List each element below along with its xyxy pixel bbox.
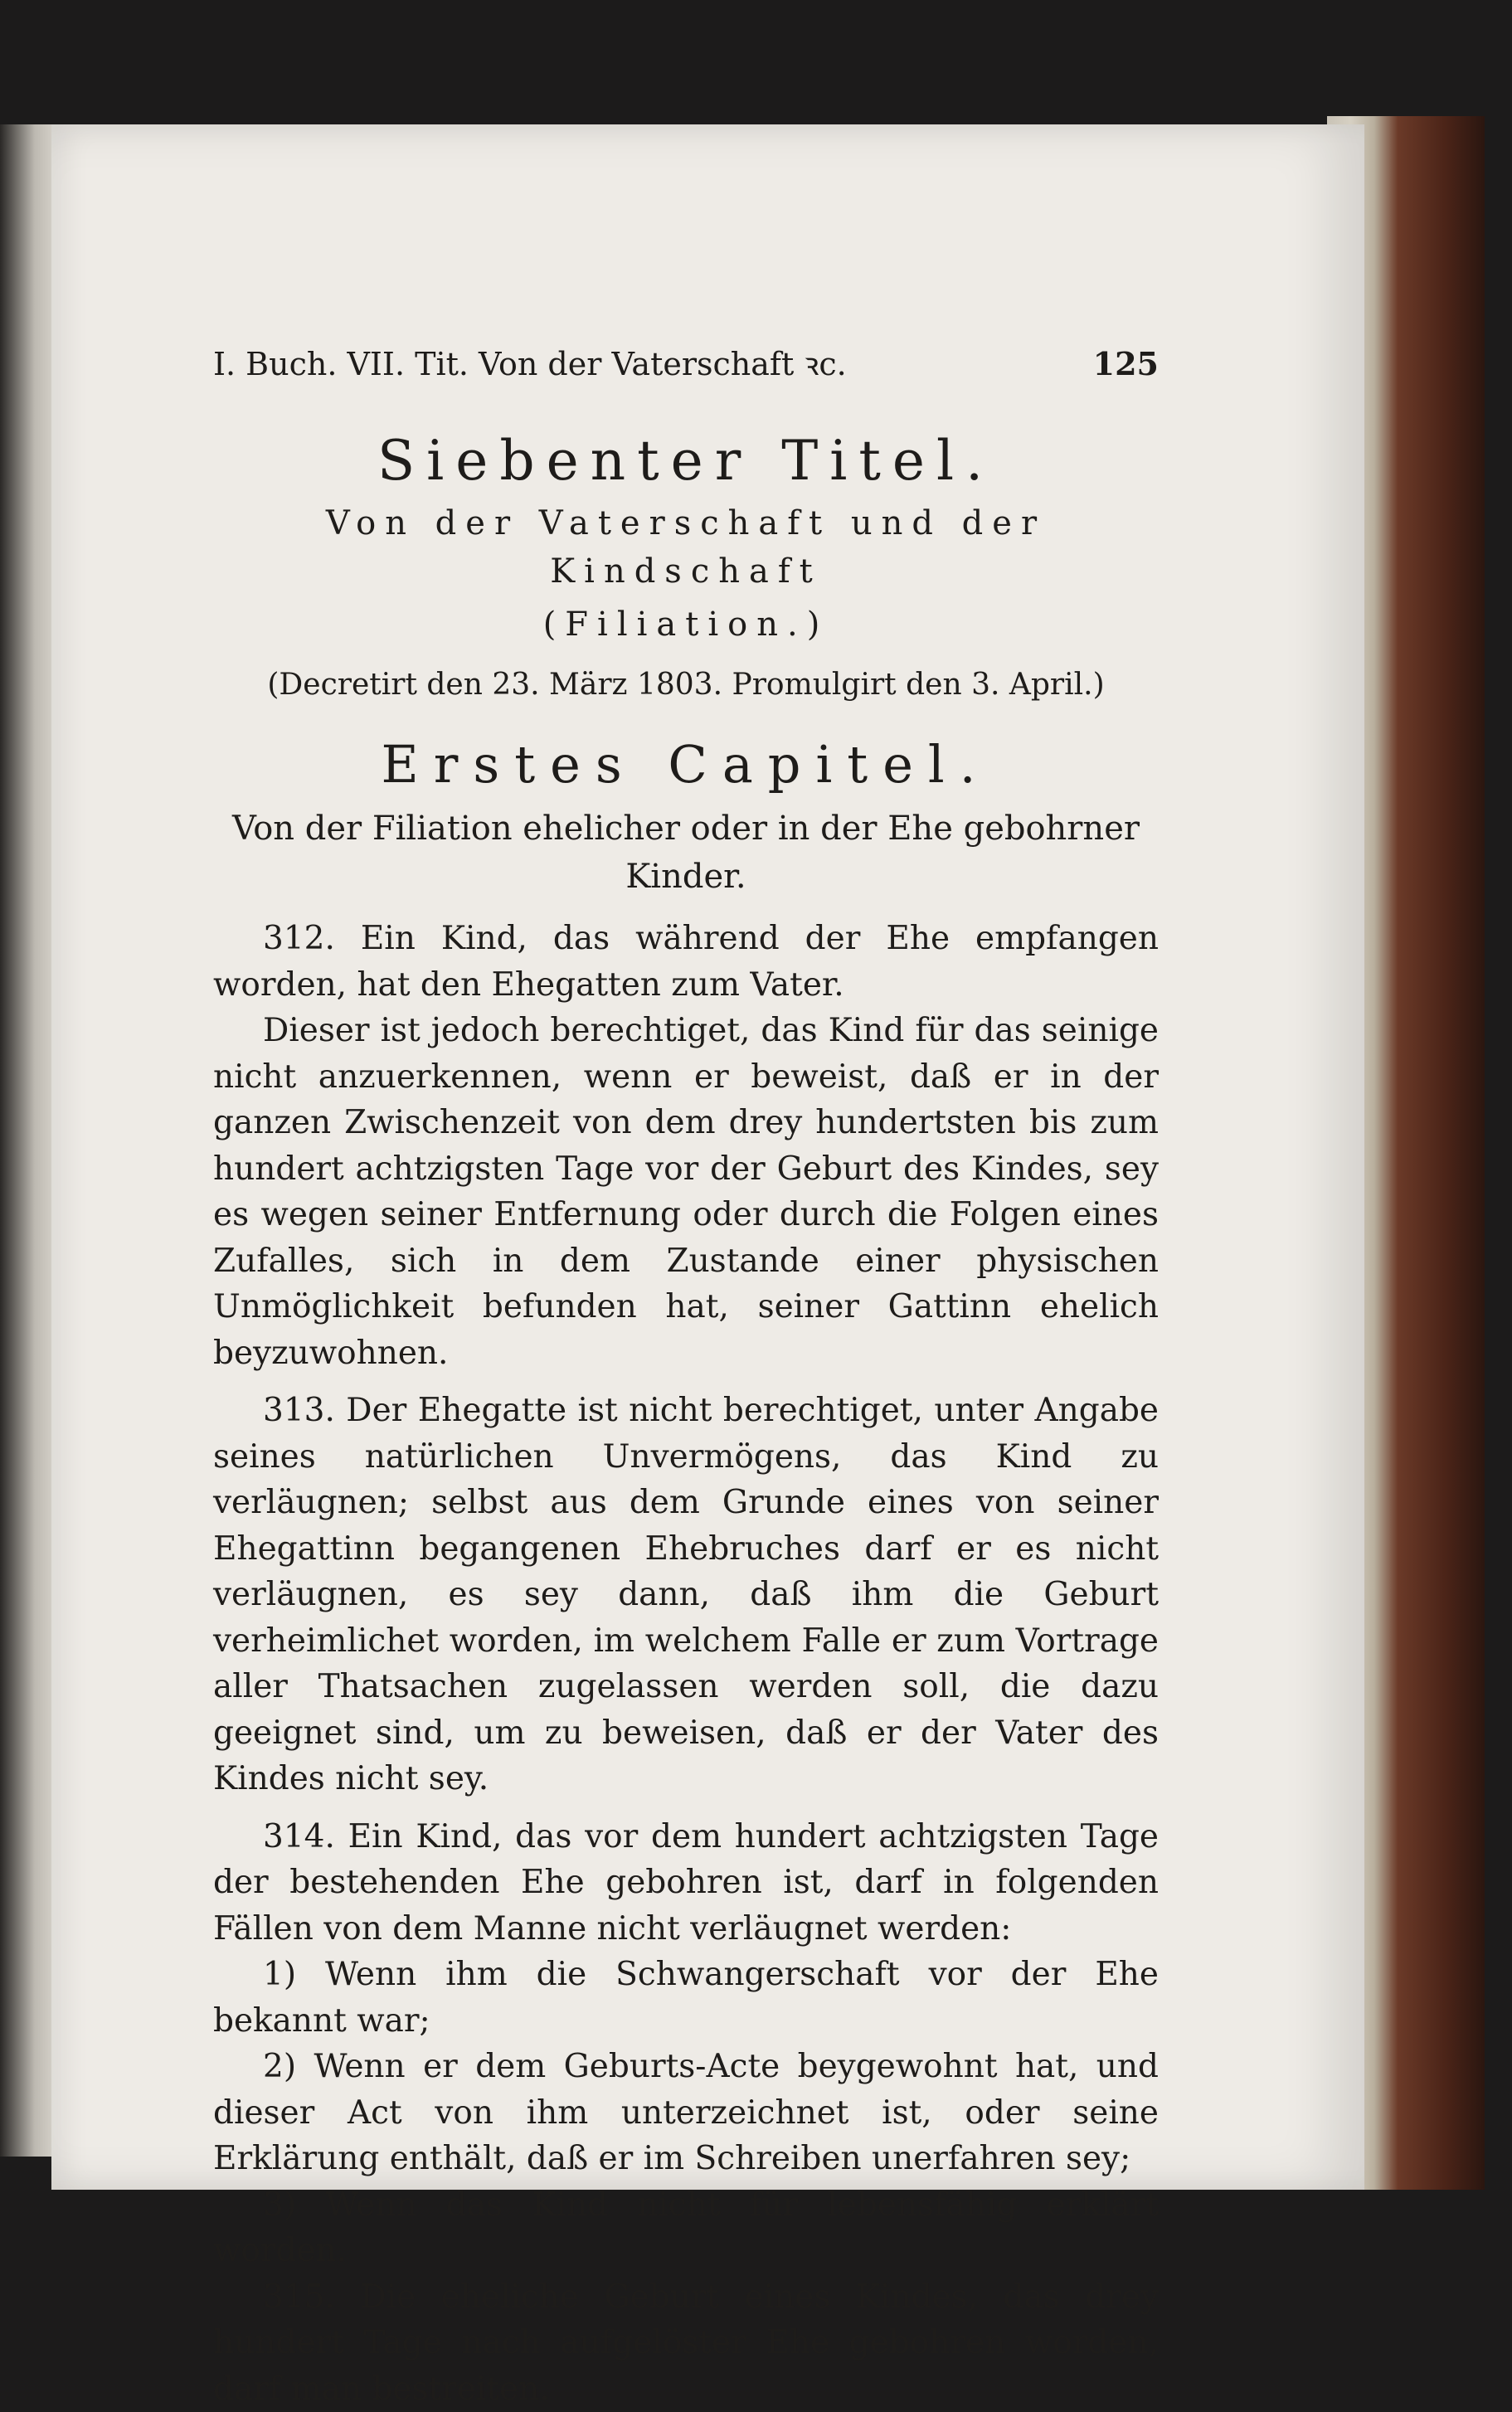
running-head [213,342,1159,388]
text-block [213,342,1159,2412]
list-item-1: 1) Wenn ihm die Schwangerschaft vor der Ehe bekannt war; [213,1952,1159,2044]
running-head-title: I. Buch. VII. Tit. Von der Vaterschaft ꝛc. [213,342,847,385]
paragraph-312: 312. Ein Kind, das während der Ehe empfangen worden, hat den Ehegatten zum Vater. [213,916,1159,1008]
title-subheading-filiation: (Filiation.) [213,601,1159,649]
title-subheading: Von der Vaterschaft und der Kindschaft [213,499,1159,596]
chapter-subheading: Von der Filiation ehelicher oder in der Ehe gebohrner Kinder. [213,805,1159,901]
paragraph-312-continued: Dieser ist jedoch berechtiget, das Kind für das seinige nicht anzuerkennen, wenn er beweist, daß er in der ganzen Zwischenzeit von dem drey hundertsten bis zum hundert achtzigsten Tage vor der Geburt des Kindes, sey es wegen seiner Entfernung oder durch die Folgen eines Zufalles, sich in dem Zustande einer physischen Unmöglichkeit befunden hat, seiner Gattinn ehelich beyzuwohnen. [213,1008,1159,1376]
paragraph-315: 315. Die eheliche Geburt eines Kindes, das drey hundert Tage nach aufgelöster Ehe gebohren worden, darf man bestreiten. [213,2274,1159,2412]
decree-note: (Decretirt den 23. März 1803. Promulgirt den 3. April.) [213,664,1159,707]
title-heading: Siebenter Titel. [213,428,1159,494]
list-item-3: 3) Wenn das Kind nicht für lebensfähig erklärt worden. [213,2182,1159,2274]
book-page [51,124,1364,2190]
list-item-2: 2) Wenn er dem Geburts-Acte beygewohnt hat, und dieser Act von ihm unterzeichnet ist, oder seine Erklärung enthält, daß er im Schreiben unerfahren sey; [213,2044,1159,2182]
paragraph-313: 313. Der Ehegatte ist nicht berechtiget, unter Angabe seines natürlichen Unvermögens, das Kind zu verläugnen; selbst aus dem Grunde eines von seiner Ehegattinn begangenen Ehebruches darf er es nicht verläugnen, es sey dann, daß ihm die Geburt verheimlichet worden, im welchem Falle er zum Vortrage aller Thatsachen zugelassen werden soll, die dazu geeignet sind, um zu beweisen, daß er der Vater des Kindes nicht sey. [213,1388,1159,1802]
page-number: 125 [1093,345,1159,382]
facing-page-edge [0,124,58,2157]
paragraph-314: 314. Ein Kind, das vor dem hundert achtzigsten Tage der bestehenden Ehe gebohren ist, darf in folgenden Fällen von dem Manne nicht verläugnet werden: [213,1814,1159,1952]
body-text [213,916,1159,2412]
chapter-heading: Erstes Capitel. [213,732,1159,798]
